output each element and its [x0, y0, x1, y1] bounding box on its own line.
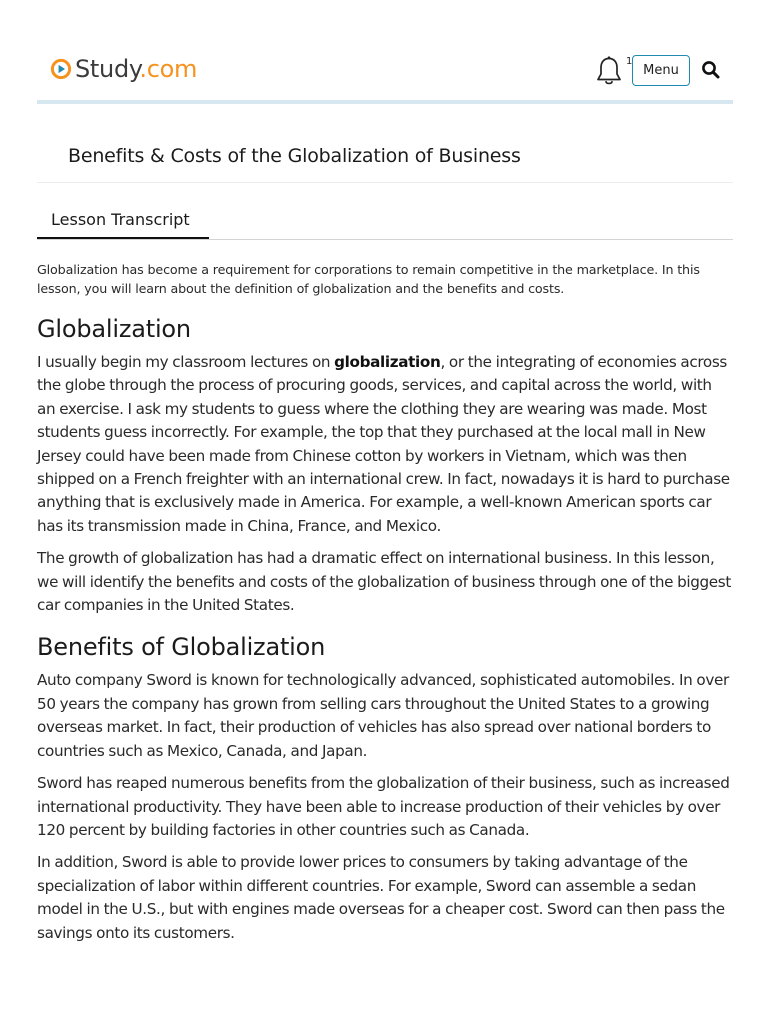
search-icon[interactable] [701, 60, 721, 80]
study-logo[interactable] [50, 54, 197, 84]
logo-tld: .com [139, 55, 198, 83]
paragraph: Sword has reaped numerous benefits from the globalization of their business, such as increased international productivity. They have been able to increase production of their vehicles by over 120 percent by building factories in other countries such as Canada. [37, 774, 730, 839]
tabs-divider [37, 239, 733, 240]
bell-icon[interactable] [594, 55, 624, 87]
tab-lesson-transcript[interactable] [37, 208, 209, 240]
title-divider [37, 182, 733, 183]
play-circle-icon [50, 58, 72, 80]
paragraph: The growth of globalization has had a dramatic effect on international business. In this lesson, we will identify the benefits and costs of the globalization of business through one of the biggest car companies in the United States. [37, 549, 731, 615]
logo-name: Study [75, 55, 140, 83]
paragraph: In addition, Sword is able to provide lower prices to consumers by taking advantage of the specialization of labor within different countries. For example, Sword can assemble a sedan model in the U.S., but with engines made overseas for a cheaper cost. Sword can then pass the savings onto its customers. [37, 853, 725, 942]
header-divider [37, 100, 733, 104]
section-heading: Benefits of Globalization [37, 633, 326, 662]
menu-button[interactable]: Menu [632, 55, 690, 86]
logo-wordmark [75, 54, 197, 84]
paragraph-text: , or the integrating of economies across the globe through the process of procuring goods, services, and capital across the world, with an exercise. I ask my students to guess where the clothing they are wearing was made. Most students guess incorrectly. For example, the top that they purchased at the local mall in New Jersey could have been made from Chinese cotton by workers in Vietnam, which was then shipped on a French freighter with an international crew. In fact, nowadays it is hard to purchase anything that is exclusively made in America. For example, a well-known American sports car has its transmission made in China, France, and Mexico. [37, 353, 730, 535]
paragraph: Auto company Sword is known for technologically advanced, sophisticated automobiles. In over 50 years the company has grown from selling cars throughout the United States to a growing overseas market. In fact, their production of vehicles has also spread over national borders to countries such as Mexico, Canada, and Japan. [37, 671, 729, 760]
page-title: Benefits & Costs of the Globalization of Business [68, 145, 521, 167]
tab-label: Lesson Transcript [51, 210, 190, 229]
key-term: globalization [334, 353, 441, 371]
paragraph-text: I usually begin my classroom lectures on [37, 353, 335, 371]
section-heading: Globalization [37, 315, 191, 343]
notification-count: 1 [626, 56, 633, 67]
paragraph [37, 351, 733, 538]
site-header [37, 50, 733, 94]
lesson-summary: Globalization has become a requirement for corporations to remain competitive in the marketplace. In this lesson, you will learn about the definition of globalization and the benefits and costs. [37, 262, 700, 296]
lesson-transcript [37, 260, 733, 954]
